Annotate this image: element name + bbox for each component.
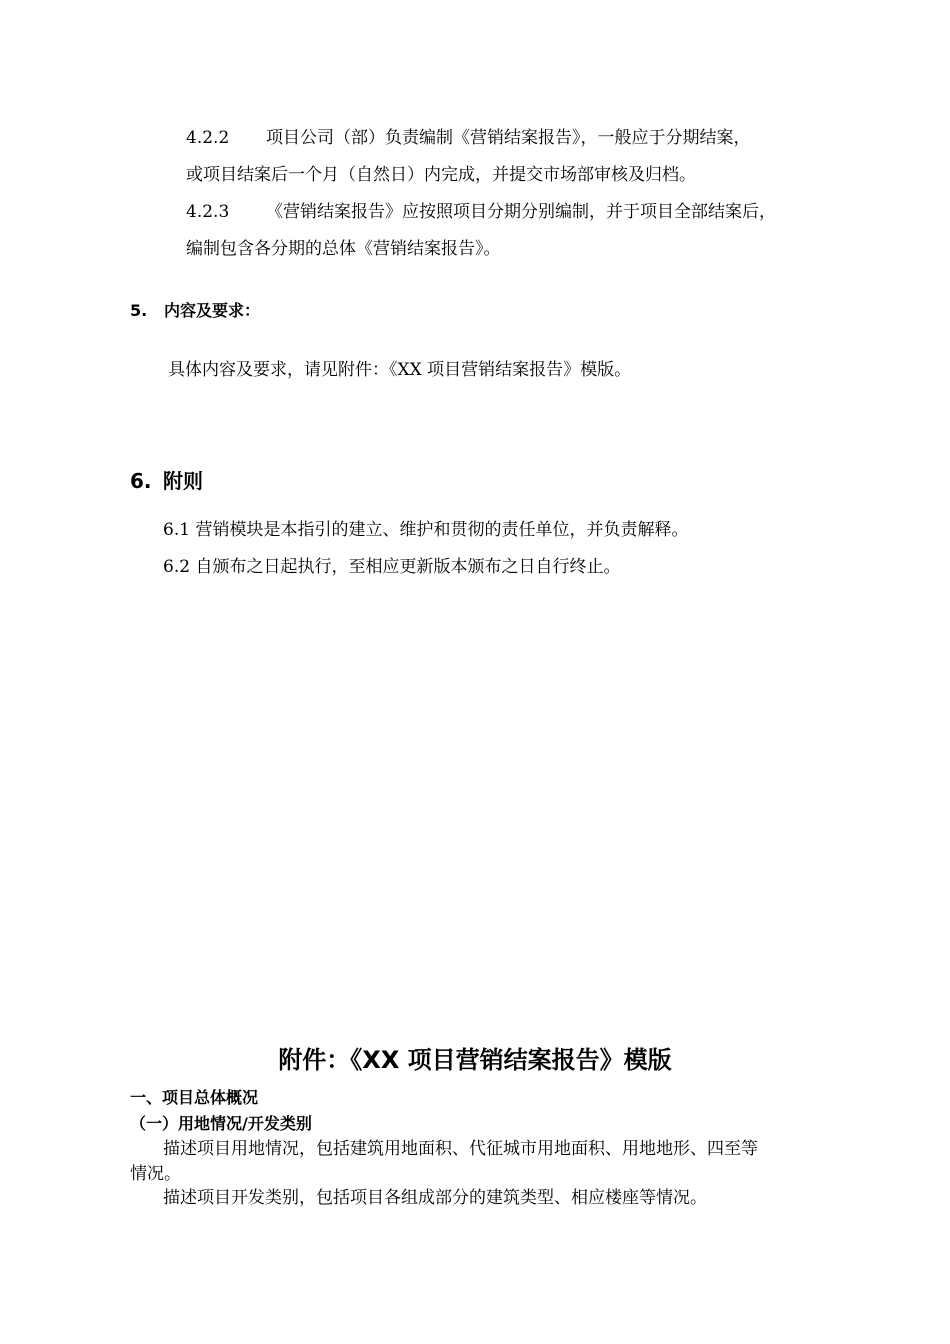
clause-number: 4.2.3 xyxy=(186,202,230,222)
appendix-paragraph-1-line-2: 情况。 xyxy=(130,1164,181,1184)
clause-number: 4.2.2 xyxy=(186,128,230,148)
section-5-heading xyxy=(130,300,260,322)
clause-text: 《营销结案报告》应按照项目分期分别编制，并于项目全部结案后， xyxy=(266,202,776,222)
section-6-item-1: 6.1 营销模块是本指引的建立、维护和贯彻的责任单位，并负责解释。 xyxy=(163,520,689,540)
paragraph-4-2-2-line-1 xyxy=(186,127,751,149)
section-number: 6. xyxy=(130,469,152,493)
section-5-body: 具体内容及要求，请见附件：《XX 项目营销结案报告》模版。 xyxy=(168,360,632,380)
paragraph-4-2-3-line-1 xyxy=(186,201,776,223)
appendix-heading-1: 一、项目总体概况 xyxy=(130,1088,259,1107)
appendix-paragraph-1-line-1: 描述项目用地情况，包括建筑用地面积、代征城市用地面积、用地地形、四至等 xyxy=(163,1139,758,1159)
paragraph-4-2-2-line-2: 或项目结案后一个月（自然日）内完成，并提交市场部审核及归档。 xyxy=(186,165,696,185)
section-number: 5. xyxy=(130,301,148,320)
paragraph-4-2-3-line-2: 编制包含各分期的总体《营销结案报告》。 xyxy=(186,239,501,259)
section-6-heading xyxy=(130,468,203,494)
section-title: 附则 xyxy=(163,469,203,493)
appendix-heading-1-1: （一）用地情况/开发类别 xyxy=(130,1114,312,1133)
clause-text: 项目公司（部）负责编制《营销结案报告》，一般应于分期结案， xyxy=(266,128,751,148)
appendix-title: 附件：《XX 项目营销结案报告》模版 xyxy=(278,1046,672,1074)
section-title: 内容及要求： xyxy=(164,301,261,320)
appendix-paragraph-2: 描述项目开发类别，包括项目各组成部分的建筑类型、相应楼座等情况。 xyxy=(163,1188,707,1208)
section-6-item-2: 6.2 自颁布之日起执行，至相应更新版本颁布之日自行终止。 xyxy=(163,557,621,577)
